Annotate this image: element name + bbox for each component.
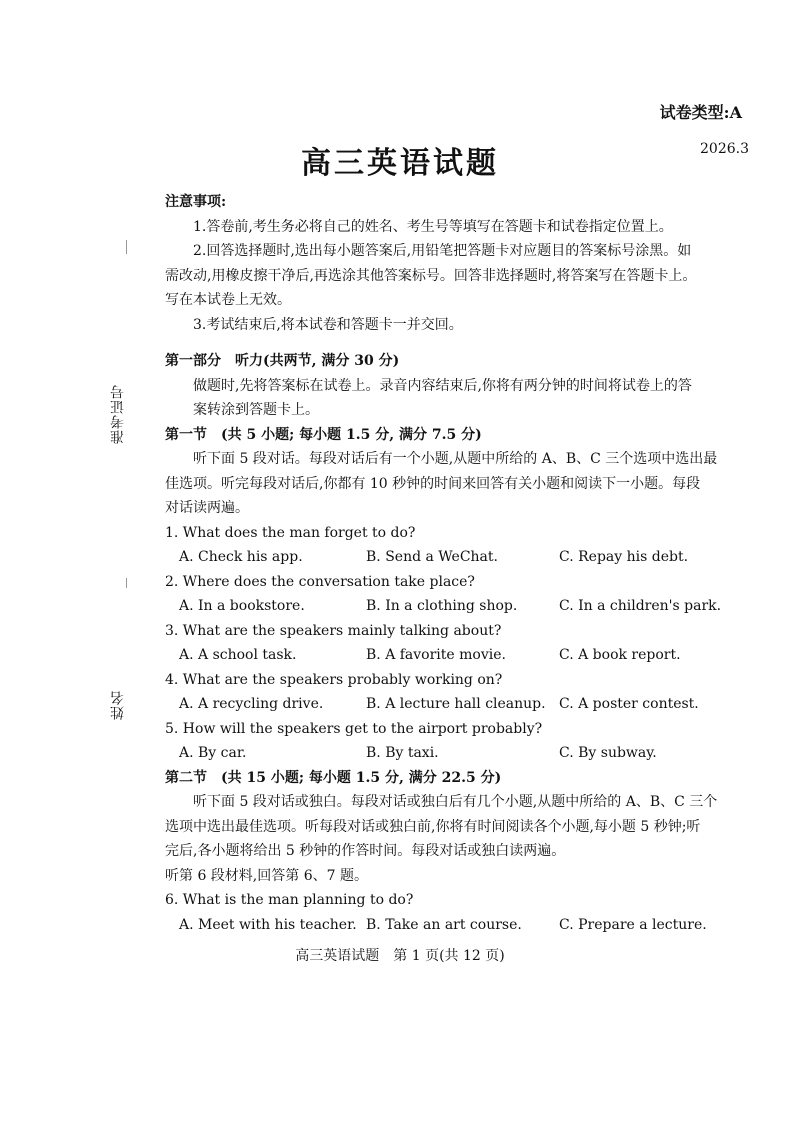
exam-date: 2026.3 [700, 141, 749, 157]
section2-intro: 完后,各小题将给出 5 秒钟的作答时间。每段对话或独白读两遍。 [165, 843, 566, 859]
question-options [165, 643, 745, 668]
notice-item: 2.回答选择题时,选出每小题答案后,用铅笔把答题卡对应题目的答案标号涂黑。如 [193, 243, 692, 259]
page-title: 高三英语试题 [301, 146, 499, 181]
page-footer: 高三英语试题 第 1 页(共 12 页) [295, 948, 505, 964]
material-note: 听第 6 段材料,回答第 6、7 题。 [165, 867, 368, 884]
question-stem: 4. What are the speakers probably working on? [165, 671, 503, 688]
option-b: B. Send a WeChat. [366, 549, 498, 565]
question-options [165, 741, 745, 766]
question-stem: 3. What are the speakers mainly talking about? [165, 622, 502, 639]
option-b: B. By taxi. [366, 745, 439, 761]
section2-intro: 听下面 5 段对话或独白。每段对话或独白后有几个小题,从题中所给的 A、B、C 三个 [193, 794, 718, 810]
notice-item-cont: 写在本试卷上无效。 [165, 292, 291, 308]
option-c: C. A poster contest. [559, 696, 699, 712]
option-a: A. A recycling drive. [179, 696, 324, 712]
section1-intro: 佳选项。听完每段对话后,你都有 10 秒钟的时间来回答有关小题和阅读下一小题。每段 [165, 475, 701, 492]
part1-intro: 案转涂到答题卡上。 [193, 402, 319, 418]
option-a: A. A school task. [179, 647, 297, 663]
section2-intro: 选项中选出最佳选项。听每段对话或独白前,你将有时间阅读各个小题,每小题 5 秒钟;听 [165, 818, 701, 835]
notice-item: 1.答卷前,考生务必将自己的姓名、考生号等填写在答题卡和试卷指定位置上。 [193, 218, 673, 235]
notice-heading: 注意事项: [165, 194, 227, 210]
option-c: C. In a children's park. [559, 598, 722, 614]
notice-item-cont: 需改动,用橡皮擦干净后,再选涂其他答案标号。回答非选择题时,将答案写在答题卡上。 [165, 267, 697, 284]
section1-heading: 第一节 (共 5 小题; 每小题 1.5 分, 满分 7.5 分) [165, 426, 482, 443]
option-c: C. A book report. [559, 647, 681, 663]
question-options [165, 692, 745, 717]
question-stem: 5. How will the speakers get to the airport probably? [165, 720, 543, 737]
section1-intro: 对话读两遍。 [165, 500, 249, 516]
question-options [165, 545, 745, 570]
notice-item: 3.考试结束后,将本试卷和答题卡一并交回。 [193, 316, 463, 333]
part1-intro: 做题时,先将答案标在试卷上。录音内容结束后,你将有两分钟的时间将试卷上的答 [193, 377, 692, 394]
exam-content [165, 190, 745, 937]
question-stem: 2. Where does the conversation take place? [165, 573, 475, 590]
name-label: 姓名 [110, 690, 126, 720]
option-a: A. Check his app. [179, 549, 303, 565]
option-a: A. By car. [179, 745, 247, 761]
option-b: B. Take an art course. [366, 916, 522, 933]
question-options [165, 913, 745, 938]
part1-heading: 第一部分 听力(共两节, 满分 30 分) [165, 353, 400, 369]
section1-intro: 听下面 5 段对话。每段对话后有一个小题,从题中所给的 A、B、C 三个选项中选出最 [193, 451, 718, 467]
option-a: A. Meet with his teacher. [179, 916, 357, 933]
question-stem: 6. What is the man planning to do? [165, 892, 414, 908]
paper-type: 试卷类型:A [659, 103, 742, 122]
question-stem: 1. What does the man forget to do? [165, 524, 416, 541]
section2-heading: 第二节 (共 15 小题; 每小题 1.5 分, 满分 22.5 分) [165, 769, 502, 786]
option-b: B. A favorite movie. [366, 647, 506, 663]
option-c: C. Repay his debt. [559, 549, 689, 565]
option-c: C. Prepare a lecture. [559, 916, 707, 933]
question-options [165, 594, 745, 619]
exam-id-label: 准考证号 [110, 384, 126, 444]
binding-mark [126, 578, 127, 588]
option-c: C. By subway. [559, 745, 657, 761]
option-b: B. A lecture hall cleanup. [366, 696, 546, 712]
option-a: A. In a bookstore. [179, 598, 305, 614]
option-b: B. In a clothing shop. [366, 598, 518, 614]
binding-mark [126, 240, 127, 254]
